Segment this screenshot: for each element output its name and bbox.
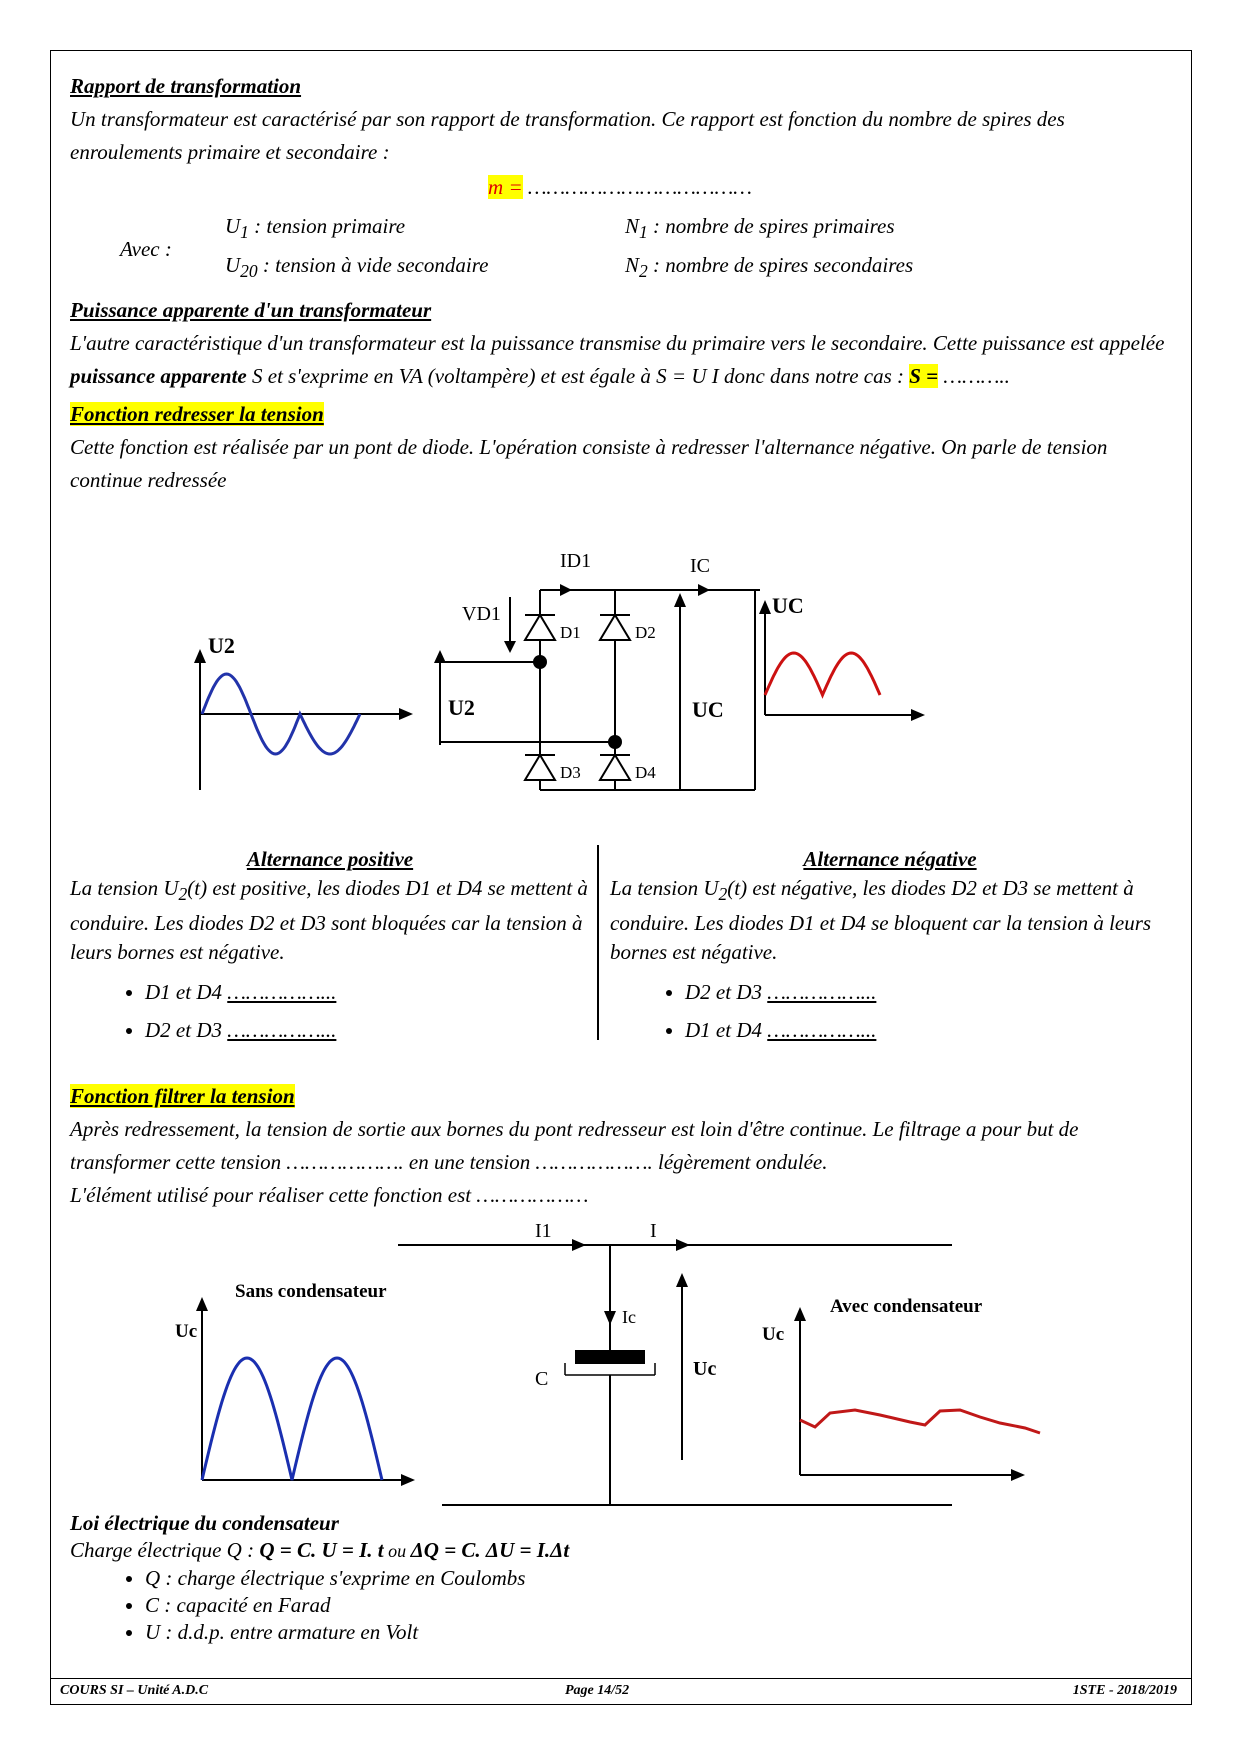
filter-diagram (175, 1215, 1060, 1515)
variable-3: $N_2$ : nombre de spires secondaires (625, 253, 914, 282)
variable-0: $U_1$ : tension primaire (225, 214, 406, 243)
footer-page: Page 14/52 (565, 1683, 630, 1698)
alternance-negative (610, 845, 1170, 1049)
id1-label: ID1 (560, 550, 592, 572)
section-title-puissance: Puissance apparente d'un transformateur (70, 298, 432, 323)
section-paragraph-filtrer: Après redressement, la tension de sortie aux bornes du pont redresseur est loin d'être continue. Le filtrage a pour but de transformer cette tension ………………. en une tension ………………. légèrement ondulée. (70, 1117, 1079, 1174)
condensateur-item: • U : d.d.p. entre armature en Volt (145, 1619, 1180, 1646)
junction-dot-left (533, 655, 547, 669)
alternance-negative-text: La tension $U_2(t)$ est négative, les diodes D2 et D3 se mettent à conduire. Les diodes D1 et D4 se bloquent car la tension à leurs bornes est négative. (610, 876, 1152, 965)
avec-label: Avec : (120, 236, 172, 261)
avec-condensateur-graph (762, 1296, 1040, 1481)
column-divider (597, 845, 599, 1040)
vd1-label: VD1 (462, 603, 501, 625)
section-title-filtrer: Fonction filtrer la tension (70, 1084, 295, 1108)
i-arrow (676, 1239, 690, 1251)
avec-condensateur-wave (800, 1410, 1040, 1433)
uc-filter-arrow (676, 1273, 688, 1287)
footer-course: COURS SI – Unité A.D.C (60, 1683, 209, 1698)
section-paragraph-puissance (70, 327, 1170, 393)
formula-m-label: m = (488, 175, 523, 199)
footer-class: 1STE - 2018/2019 (1072, 1683, 1177, 1698)
puissance-text-b: S et s'exprime en VA (voltampère) et est égale à S = U I donc dans notre cas : (246, 364, 910, 389)
puissance-bold: puissance apparente (70, 364, 247, 389)
alternance-positive-list (70, 973, 590, 1049)
section-title-condensateur: Loi électrique du condensateur (70, 1511, 339, 1535)
diode-d2 (600, 615, 630, 640)
d3-label: D3 (560, 763, 581, 782)
uc-arrow (674, 593, 686, 607)
alternance-positive-item: • D2 et D3 ……………... (145, 1011, 590, 1049)
output-rectified-graph (759, 593, 925, 721)
section-paragraph-filtrer-2: L'élément utilisé pour réaliser cette fonction est ……………… (70, 1183, 589, 1207)
i1-label: I1 (535, 1220, 552, 1242)
formula-m (70, 171, 1170, 204)
input-sine-graph (194, 633, 413, 790)
uc-graph-label: UC (772, 593, 804, 618)
charge-line: Charge électrique Q : Q = C. U = I. t ou ΔQ = C. ΔU = I.Δt (70, 1538, 570, 1562)
sans-condensateur-label: Sans condensateur (235, 1281, 387, 1302)
alternance-negative-title: Alternance négative (803, 847, 977, 871)
formula-m-dots: ……………………………… (522, 175, 752, 199)
d2-label: D2 (635, 623, 656, 642)
puissance-text-a: L'autre caractéristique d'un transformateur est la puissance transmise du primaire vers le secondaire. Cette puissance est appelée (70, 331, 1165, 356)
diode-d1 (525, 615, 555, 640)
output-rectified-wave (765, 653, 880, 695)
d4-label: D4 (635, 763, 656, 782)
diode-d4 (600, 755, 630, 780)
variables-block (120, 210, 1170, 288)
u2-graph-label: U2 (208, 633, 235, 658)
alternance-negative-item: • D2 et D3 ……………... (685, 973, 1170, 1011)
s-label: S = (909, 364, 939, 389)
bridge-diagram (180, 545, 1060, 845)
uc-left-label: Uc (175, 1321, 198, 1342)
u2-bridge-arrow (434, 650, 446, 663)
u2-bridge-label: U2 (448, 695, 475, 720)
sans-condensateur-graph (175, 1281, 415, 1486)
variable-1: $N_1$ : nombre de spires primaires (625, 214, 895, 243)
ic-filter-arrow (604, 1311, 616, 1325)
ic-arrow (698, 584, 710, 596)
id1-arrow (560, 584, 572, 596)
uc-filter-label: Uc (693, 1358, 717, 1380)
c-label: C (535, 1368, 549, 1390)
variables-grid (225, 210, 1025, 288)
alternance-negative-list (610, 973, 1170, 1049)
alternance-positive-item: • D1 et D4 ……………... (145, 973, 590, 1011)
d1-label: D1 (560, 623, 581, 642)
page-content (70, 70, 1170, 497)
condensateur-item: • Q : charge électrique s'exprime en Coulombs (145, 1565, 1180, 1592)
diode-d3 (525, 755, 555, 780)
condensateur-list (70, 1565, 1180, 1646)
ic-filter-label: Ic (622, 1307, 636, 1327)
page-footer (50, 1678, 1192, 1705)
uc-bridge-label: UC (692, 697, 724, 722)
ic-label: IC (690, 555, 710, 577)
avec-condensateur-label: Avec condensateur (830, 1296, 983, 1317)
junction-dot-right (608, 735, 622, 749)
i-label: I (650, 1220, 657, 1242)
section-title-rapport: Rapport de transformation (70, 74, 302, 98)
section-paragraph-redresser: Cette fonction est réalisée par un pont de diode. L'opération consiste à redresser l'alternance négative. On parle de tension continue redressée (70, 435, 1108, 493)
condensateur-item: • C : capacité en Farad (145, 1592, 1180, 1619)
section-filtrer (70, 1080, 1180, 1212)
capacitor-plate (575, 1350, 645, 1364)
s-dots: ……….. (938, 364, 1010, 389)
section-title-redresser: Fonction redresser la tension (70, 402, 324, 427)
variable-2: $U_{20}$ : tension à vide secondaire (225, 253, 489, 282)
section-condensateur (70, 1510, 1180, 1646)
alternance-columns (70, 845, 1180, 1045)
alternance-negative-item: • D1 et D4 ……………... (685, 1011, 1170, 1049)
vd1-arrow (504, 641, 516, 653)
section-title-redresser-wrap (70, 398, 1170, 431)
alternance-positive-text: La tension $U_2(t)$ est positive, les diodes D1 et D4 se mettent à conduire. Les diodes D2 et D3 sont bloquées car la tension à leurs bornes est négative. (70, 876, 588, 965)
i1-arrow (572, 1239, 586, 1251)
section-paragraph-rapport: Un transformateur est caractérisé par son rapport de transformation. Ce rapport est fonction du nombre de spires des enroulements primaire et secondaire : (70, 107, 1065, 164)
uc-right-label: Uc (762, 1324, 785, 1345)
alternance-positive-title: Alternance positive (246, 847, 414, 871)
sans-condensateur-wave (202, 1358, 382, 1480)
alternance-positive (70, 845, 590, 1049)
